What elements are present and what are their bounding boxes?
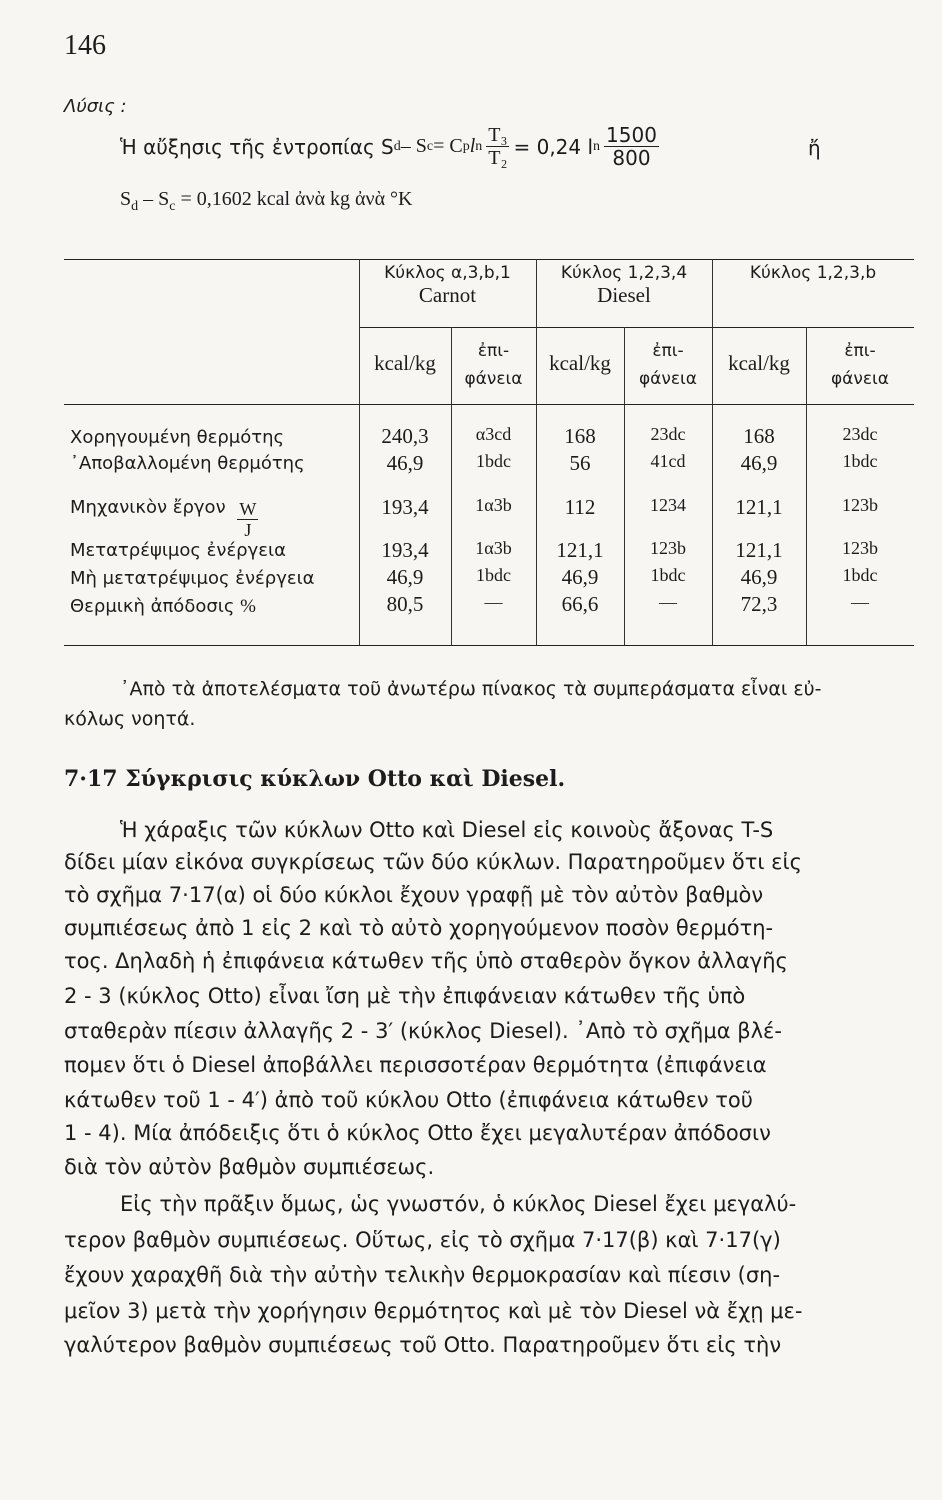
- eq1-sub-c: c: [426, 138, 434, 154]
- subheader-kcal: kcal/kg: [374, 351, 436, 375]
- body-line: ἔχουν χαραχθῆ διὰ τὴν αὐτὴν τελικὴν θερμοκρασίαν καὶ πίεσιν (ση-: [64, 1263, 781, 1287]
- row-label-supplied-heat: Χορηγουμένη θερμότης: [70, 427, 285, 448]
- body-line: σταθερὰν πίεσιν ἀλλαγῆς 2 - 3′ (κύκλος Diesel). ᾿Απὸ τὸ σχῆμα βλέ-: [64, 1019, 782, 1043]
- subheader-area-line1: ἐπι-: [652, 341, 684, 361]
- percent-sign: %: [240, 596, 256, 617]
- table-cell: 46,9: [386, 451, 424, 475]
- eq1-ln-sub: n: [475, 138, 483, 154]
- table-cell: 1234: [650, 495, 686, 515]
- body-line: Εἰς τὴν πρᾶξιν ὅμως, ὡς γνωστόν, ὁ κύκλος Diesel ἔχει μεγαλύ-: [120, 1192, 797, 1216]
- fraction-1500-800: [604, 124, 659, 169]
- eq1-eq: = C: [433, 135, 463, 157]
- table-cell: 80,5: [386, 592, 424, 616]
- subheader-area: [806, 337, 914, 393]
- row-label-convertible-energy: Μετατρέψιμος ἐνέργεια: [70, 540, 286, 561]
- body-line: πομεν ὅτι ὁ Diesel ἀποβάλλει περισσοτέραν θερμότητα (ἐπιφάνεια: [64, 1053, 767, 1077]
- subheader-area-line1: ἐπι-: [844, 341, 876, 361]
- table-cell: α3cd: [475, 424, 512, 444]
- subheader-area-line1: ἐπι-: [477, 341, 510, 361]
- body-line: δίδει μίαν εἰκόνα συγκρίσεως τῶν δύο κύκλων. Παρατηροῦμεν ὅτι εἰς: [64, 850, 802, 874]
- table-cell: 41cd: [650, 451, 686, 471]
- subheader-area-line2: φάνεια: [830, 369, 890, 389]
- row-label-text: Μηχανικὸν ἔργον: [70, 497, 226, 518]
- table-cell: —: [484, 592, 503, 612]
- table-cell: 121,1: [735, 538, 783, 562]
- subheader-area: [624, 337, 712, 393]
- row-label-mechanical-work: [70, 497, 262, 540]
- table-cell: 46,9: [740, 565, 778, 589]
- table-cell: 123b: [842, 495, 878, 515]
- eq1-sub-p: p: [462, 138, 470, 154]
- eq1-tail: ἤ: [808, 136, 821, 160]
- body-line: κάτωθεν τοῦ 1 - 4′) ἀπὸ τοῦ κύκλου Otto (ἐπιφάνεια κάτωθεν τοῦ: [64, 1088, 753, 1112]
- table-header-rule: [359, 327, 914, 328]
- table-cell: 121,1: [556, 538, 604, 562]
- table-cell: 1α3b: [475, 495, 512, 515]
- table-cell: 121,1: [735, 495, 783, 519]
- entropy-result: [120, 188, 413, 215]
- fraction-t3-t2: [486, 124, 509, 169]
- frac1-den: T₂: [488, 147, 508, 169]
- group-header-diesel: [536, 263, 712, 308]
- table-cell: 66,6: [561, 592, 599, 616]
- row-label-thermal-efficiency: [70, 596, 256, 618]
- table-cell: 193,4: [381, 538, 429, 562]
- table-cell: 193,4: [381, 495, 429, 519]
- table-cell: 46,9: [386, 565, 424, 589]
- body-line: γαλύτερον βαθμὸν συμπιέσεως τοῦ Otto. Παρατηροῦμεν ὅτι εἰς τὴν: [64, 1333, 782, 1357]
- table-cell: 1bdc: [842, 565, 878, 585]
- table-cell: 1bdc: [842, 451, 878, 471]
- eq2-sub-d: d: [131, 199, 139, 214]
- body-line: 1 - 4). Μία ἀπόδειξις ὅτι ὁ κύκλος Otto ἔχει μεγαλυτέραν ἀπόδοσιν: [64, 1121, 771, 1145]
- subheader-area-line2: φάνεια: [464, 369, 523, 389]
- body-line: τερον βαθμὸν συμπιέσεως. Οὕτως, εἰς τὸ σχῆμα 7·17(β) καὶ 7·17(γ): [64, 1228, 781, 1252]
- frac1-num: T₃: [488, 124, 508, 146]
- table-cell: 240,3: [381, 424, 429, 448]
- frac2-den: 800: [612, 146, 651, 170]
- work-fraction: [237, 499, 258, 540]
- group-header-line1: Κύκλος α,3,b,1: [384, 263, 511, 283]
- table-cell: 23dc: [842, 424, 878, 444]
- group-header-line1: Κύκλος 1,2,3,4: [560, 263, 688, 283]
- eq2-rest1: – S: [138, 188, 170, 210]
- row-label-rejected-heat: ᾿Αποβαλλομένη θερμότης: [70, 453, 305, 474]
- work-frac-num: W: [239, 499, 257, 519]
- row-label-nonconvertible-energy: Μὴ μετατρέψιμος ἐνέργεια: [70, 568, 315, 589]
- table-top-rule: [64, 259, 914, 260]
- solution-label: Λύσις :: [64, 96, 127, 117]
- table-bottom-rule: [64, 645, 914, 646]
- eq1-sub-d: d: [393, 138, 401, 154]
- eq1-mid: = 0,24 l: [513, 134, 594, 159]
- eq1-lead: Ἡ αὔξησις τῆς ἐντροπίας S: [120, 134, 394, 159]
- table-cell: 168: [564, 424, 596, 448]
- eq2-sub-c: c: [169, 199, 176, 214]
- eq2-s: S: [120, 188, 132, 210]
- group-header-line1: Κύκλος 1,2,3,b: [749, 263, 877, 283]
- frac2-num: 1500: [606, 123, 657, 147]
- group-header-line2: Carnot: [418, 283, 477, 307]
- table-cell: —: [659, 592, 677, 612]
- body-line: διὰ τὸν αὐτὸν βαθμὸν συμπιέσεως.: [64, 1155, 435, 1179]
- table-cell: 46,9: [561, 565, 599, 589]
- subheader-area-line2: φάνεια: [638, 369, 698, 389]
- eq1-ln2-sub: n: [593, 138, 601, 154]
- body-line: 2 - 3 (κύκλος Otto) εἶναι ἴση μὲ τὴν ἐπιφάνειαν κάτωθεν τῆς ὑπὸ: [64, 984, 746, 1008]
- eq2-rest2: = 0,1602 kcal ἀνὰ kg ἀνὰ °K: [175, 188, 413, 210]
- cycle-comparison-table: [64, 259, 914, 645]
- table-cell: 1bdc: [650, 565, 686, 585]
- work-frac-den: J: [244, 520, 252, 540]
- table-cell: 46,9: [740, 451, 778, 475]
- group-header-line2: Diesel: [597, 283, 651, 307]
- eq1-minus: – S: [400, 135, 427, 157]
- row-label-text: Θερμικὴ ἀπόδοσις: [70, 596, 235, 617]
- table-cell: 123b: [650, 538, 686, 558]
- body-line: τὸ σχῆμα 7·17(α) οἱ δύο κύκλοι ἔχουν γραφῇ μὲ τὸν αὐτὸν βαθμὸν: [64, 883, 764, 907]
- table-cell: 23dc: [650, 424, 686, 444]
- group-header-cycle-123b: [712, 263, 914, 283]
- table-cell: 112: [564, 495, 596, 519]
- table-cell: 1α3b: [475, 538, 512, 558]
- entropy-equation: [120, 124, 663, 169]
- body-line: Ἡ χάραξις τῶν κύκλων Otto καὶ Diesel εἰς κοινοὺς ἄξονας T-S: [120, 818, 774, 842]
- body-line: συμπιέσεως ἀπὸ 1 εἰς 2 καὶ τὸ αὐτὸ χορηγούμενον ποσὸν θερμότη-: [64, 916, 774, 940]
- table-cell: 123b: [842, 538, 878, 558]
- table-cell: 1bdc: [476, 451, 511, 471]
- group-header-carnot: [359, 263, 536, 308]
- body-line: μεῖον 3) μετὰ τὴν χορήγησιν θερμότητος καὶ μὲ τὸν Diesel νὰ ἔχῃ με-: [64, 1299, 803, 1323]
- eq1-ln: l: [469, 135, 476, 157]
- body-line: τος. Δηλαδὴ ἡ ἐπιφάνεια κάτωθεν τῆς ὑπὸ σταθερὸν ὄγκον ἀλλαγῆς: [64, 949, 788, 973]
- table-cell: 56: [569, 451, 591, 475]
- subheader-kcal: kcal/kg: [549, 351, 611, 375]
- subheader-kcal: kcal/kg: [728, 351, 790, 375]
- section-heading: 7·17 Σύγκρισις κύκλων Otto καὶ Diesel.: [64, 766, 566, 792]
- table-subheader-rule: [64, 404, 914, 405]
- conclusion-line-1: ᾿Απὸ τὰ ἀποτελέσματα τοῦ ἀνωτέρω πίνακος τὰ συμπεράσματα εἶναι εὐ-: [120, 678, 822, 700]
- table-cell: 1bdc: [476, 565, 511, 585]
- page-number: 146: [64, 30, 106, 61]
- table-cell: 168: [743, 424, 775, 448]
- table-cell: 72,3: [740, 592, 778, 616]
- table-cell: —: [851, 592, 869, 612]
- subheader-area: [451, 337, 536, 393]
- conclusion-line-2: κόλως νοητά.: [64, 708, 196, 730]
